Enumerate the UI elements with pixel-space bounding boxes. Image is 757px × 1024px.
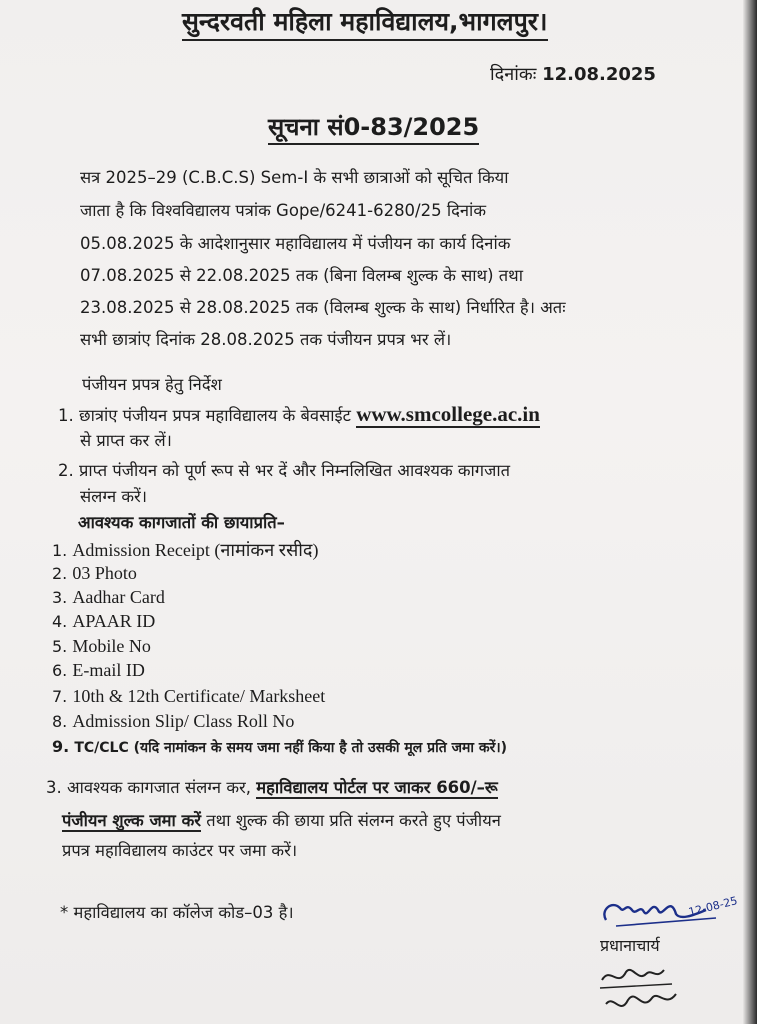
list-item <box>52 737 507 757</box>
portal-fee-instruction: महाविद्यालय पोर्टल पर जाकर 660/–रू <box>256 778 498 797</box>
step-1-line-2: से प्राप्त कर लें। <box>80 431 172 450</box>
signature-date: 12-08-25 <box>687 894 739 919</box>
item-text: APAAR ID <box>72 611 156 631</box>
paragraph-line: जाता है कि विश्वविद्यालय पत्रांक Gope/6241-6280/25 दिनांक <box>80 201 486 220</box>
instructions-heading: पंजीयन प्रपत्र हेतु निर्देश <box>82 375 222 394</box>
item-text: 03 Photo <box>72 563 137 583</box>
college-code-note: * महाविद्यालय का कॉलेज कोड–03 है। <box>60 903 294 922</box>
item-number: 9. <box>52 737 70 756</box>
item-number: 5. <box>52 637 68 656</box>
step-3-line-2 <box>62 808 501 831</box>
step-2 <box>58 458 510 481</box>
item-text: TC/CLC (यदि नामांकन के समय जमा नहीं किया है तो उसकी मूल प्रति जमा करें।) <box>74 740 508 756</box>
item-number: 8. <box>52 712 68 731</box>
list-item <box>52 660 145 681</box>
designation: प्रधानाचार्य <box>600 936 660 955</box>
item-text: Admission Receipt (नामांकन रसीद) <box>72 540 319 560</box>
step-text: तथा शुल्क की छाया प्रति संलग्न करते हुए पंजीयन <box>206 811 501 830</box>
list-item <box>52 611 155 632</box>
item-text: Mobile No <box>72 636 151 656</box>
step-2-line-2: संलग्न करें। <box>80 487 148 506</box>
item-number: 1. <box>52 541 68 560</box>
list-item <box>52 563 137 584</box>
step-number: 3. <box>46 778 62 797</box>
list-item <box>52 538 318 562</box>
list-item <box>52 587 165 608</box>
page-edge-shadow <box>743 0 757 1024</box>
step-text: आवश्यक कागजात संलग्न कर, <box>67 778 251 797</box>
documents-heading: आवश्यक कागजातों की छायाप्रति– <box>78 513 285 532</box>
step-number: 2. <box>58 461 74 480</box>
item-number: 6. <box>52 661 68 680</box>
paragraph-line: 07.08.2025 से 22.08.2025 तक (बिना विलम्ब शुल्क के साथ) तथा <box>80 266 523 285</box>
step-1 <box>58 402 540 427</box>
item-number: 4. <box>52 612 68 631</box>
paragraph-line: 23.08.2025 से 28.08.2025 तक (विलम्ब शुल्क के साथ) निर्धारित है। अतः <box>80 298 566 317</box>
paragraph-line: 05.08.2025 के आदेशानुसार महाविद्यालय में पंजीयन का कार्य दिनांक <box>80 234 511 253</box>
step-text: प्राप्त पंजीयन को पूर्ण रूप से भर दें और निम्नलिखित आवश्यक कागजात <box>79 461 511 480</box>
fee-deposit-instruction: पंजीयन शुल्क जमा करें <box>62 811 201 830</box>
list-item <box>52 711 294 732</box>
step-number: 1. <box>58 406 74 425</box>
item-number: 7. <box>52 687 68 706</box>
item-text: E-mail ID <box>72 660 145 680</box>
list-item <box>52 636 151 657</box>
date-label: दिनांकः <box>490 64 537 85</box>
paragraph-line: सभी छात्रांए दिनांक 28.08.2025 तक पंजीयन प्रपत्र भर लें। <box>80 330 452 349</box>
item-text: Aadhar Card <box>72 587 165 607</box>
step-3 <box>46 775 498 798</box>
step-text: छात्रांए पंजीयन प्रपत्र महाविद्यालय के बेवसाईट <box>79 406 351 425</box>
item-number: 3. <box>52 588 68 607</box>
step-3-line-3: प्रपत्र महाविद्यालय काउंटर पर जमा करें। <box>62 841 298 860</box>
item-text: 10th & 12th Certificate/ Marksheet <box>72 686 326 706</box>
notice-number: सूचना सं0-83/2025 <box>268 110 479 145</box>
item-number: 2. <box>52 564 68 583</box>
item-text: Admission Slip/ Class Roll No <box>72 711 295 731</box>
college-name: सुन्दरवती महिला महाविद्यालय,भागलपुर। <box>182 4 548 41</box>
college-website-link[interactable]: www.smcollege.ac.in <box>356 402 540 426</box>
paragraph-line: सत्र 2025–29 (C.B.C.S) Sem-I के सभी छात्राओं को सूचित किया <box>80 168 509 187</box>
notice-date <box>490 62 656 86</box>
list-item <box>52 686 325 707</box>
handwritten-initials <box>596 958 706 1020</box>
date-value: 12.08.2025 <box>542 64 656 85</box>
